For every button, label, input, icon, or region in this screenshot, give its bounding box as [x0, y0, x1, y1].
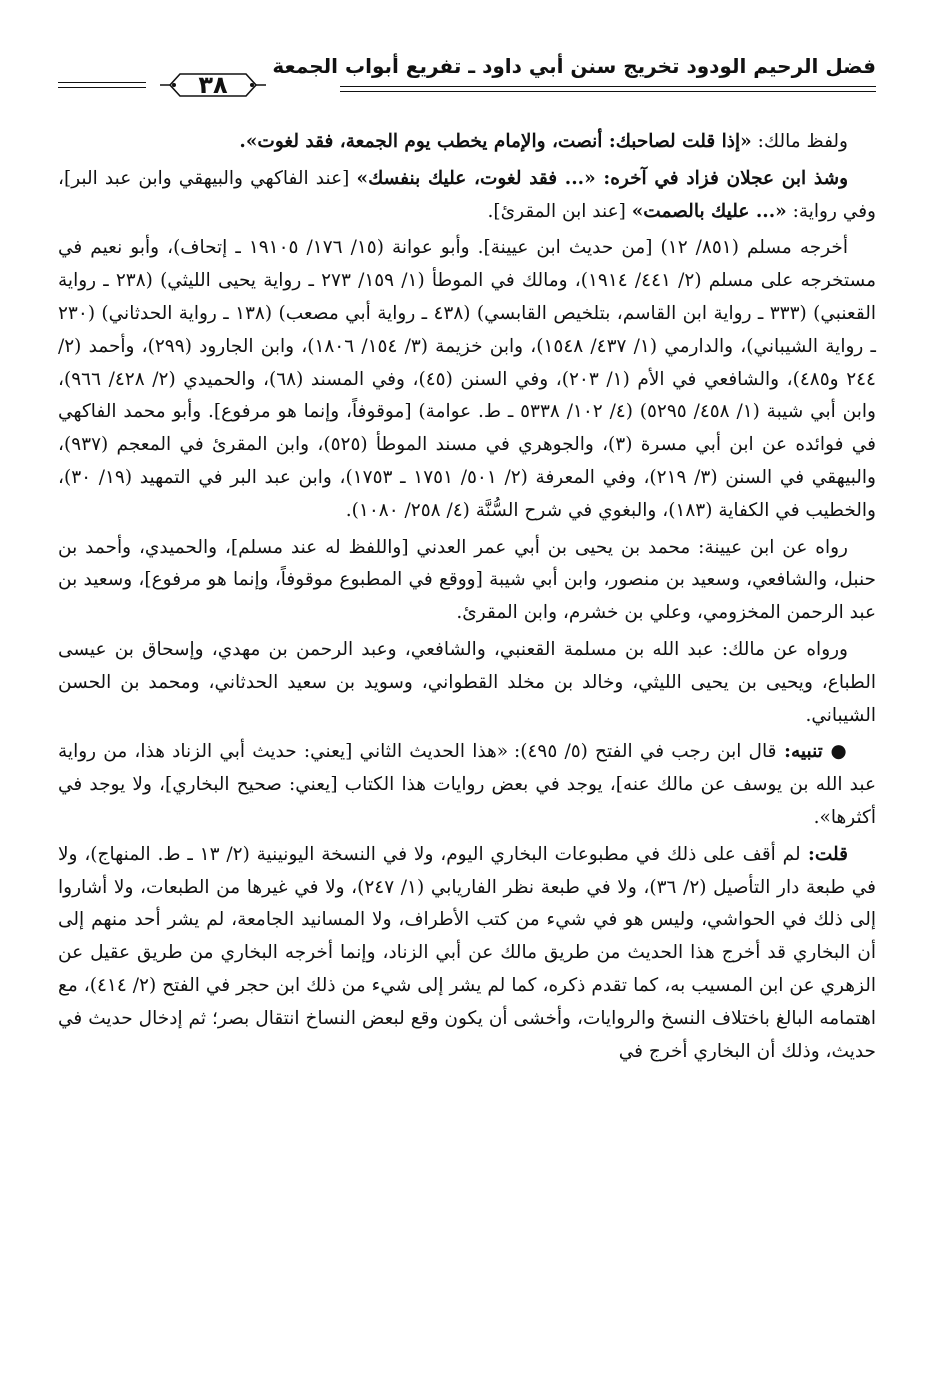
header-rule [58, 87, 146, 88]
paragraph: رواه عن ابن عيينة: محمد بن يحيى بن أبي عمر العدني [واللفظ له عند مسلم]، والحميدي، وأحمد بن حنبل، والشافعي، وسعيد بن منصور، وابن أبي شيبة [ووقع في المطبوع موقوفاً، وإنما هو مرفوع]، وسعيد بن عبد الرحمن المخزومي، وعلي بن خشرم، وابن المقرئ. [58, 536, 876, 624]
paragraph-lead: قلت: [800, 843, 848, 865]
running-title: فضل الرحيم الودود تخريج سنن أبي داود ـ تفريع أبواب الجمعة [272, 54, 876, 78]
paragraph [58, 163, 876, 229]
header-rule [58, 82, 146, 83]
takhrij-paragraph: أخرجه مسلم (٨٥١/ ١٢) [من حديث ابن عيينة]. وأبو عوانة (١٥/ ١٧٦/ ١٩١٠٥ ـ إتحاف)، وأبو نعيم في مستخرجه على مسلم (٢/ ٤٤١/ ١٩١٤)، ومالك في الموطأ (١/ ١٥٩/ ٢٧٣ ـ رواية يحيى الليثي) (٢٣٨ ـ رواية القعنبي) (٣٣٣ ـ رواية ابن القاسم، بتلخيص القابسي) (٤٣٨ ـ رواية أبي مصعب) (١٣٨ ـ رواية الحدثاني) (٢٣٠ ـ رواية الشيباني)، والدارمي (١/ ٤٣٧/ ١٥٤٨)، وابن خزيمة (٣/ ١٥٤/ ١٨٠٦)، وابن الجارود (٢٩٩)، وأحمد (٢/ ٢٤٤ و٤٨٥)، والشافعي في الأم (١/ ٢٠٣)، وفي السنن (٤٥)، وفي المسند (٦٨)، والحميدي (٢/ ٤٢٨/ ٩٦٦)، وابن أبي شيبة (١/ ٤٥٨/ ٥٢٩٥) (٤/ ١٠٢/ ٥٣٣٨ ـ ط. عوامة) [موقوفاً، وإنما هو مرفوع]. وأبو محمد الفاكهي في فوائده عن ابن أبي مسرة (٣)، والجوهري في مسند الموطأ (٥٢٥)، وابن المقرئ في المعجم (٩٣٧)، والبيهقي في السنن (٣/ ٢١٩)، وفي المعرفة (٢/ ٥٠١/ ١٧٥١ ـ ١٧٥٣)، وابن عبد البر في التمهيد (١٩/ ٣٠)، والخطيب في الكفاية (١٨٣)، والبغوي في شرح السُّنَّة (٤/ ٢٥٨/ ١٠٨٠). [58, 237, 877, 521]
hadith-quote: «إذا قلت لصاحبك: أنصت، والإمام يخطب يوم الجمعة، فقد لغوت». [239, 131, 752, 152]
paragraph-text: [عند الفاكهي والبيهقي وابن عبد البر]، وفي رواية: [58, 167, 876, 222]
paragraph [58, 839, 876, 1069]
paragraph-lead: ولفظ مالك: [751, 131, 848, 152]
page-number: ٣٨ [198, 71, 228, 99]
page-body [58, 126, 876, 1072]
note-paragraph [58, 736, 876, 834]
paragraph-text: [عند ابن المقرئ]. [487, 200, 632, 222]
header-rule [340, 91, 876, 92]
hadith-quote: «... عليك بالصمت» [631, 200, 787, 222]
paragraph-lead: وشذ ابن عجلان فزاد في آخره: [595, 167, 849, 189]
paragraph-text: قال ابن رجب في الفتح (٥/ ٤٩٥): «هذا الحديث الثاني [يعني: حديث أبي الزناد هذا، من رواية عبد الله بن يوسف عن مالك عنه]، يوجد في بعض روايات هذا الكتاب [يعني: صحيح البخاري]، ولا يوجد في أكثرها». [58, 741, 876, 828]
hadith-quote: «... فقد لغوت، عليك بنفسك» [356, 167, 596, 189]
note-label: ● تنبيه: [776, 741, 848, 763]
paragraph [58, 126, 876, 159]
page-number-badge [158, 68, 268, 102]
page-header [58, 44, 876, 104]
paragraph: ورواه عن مالك: عبد الله بن مسلمة القعنبي، والشافعي، وعبد الرحمن بن مهدي، وإسحاق بن عيسى الطباع، ويحيى بن يحيى الليثي، وخالد بن مخلد القطواني، وسويد بن سعيد الحدثاني، ومحمد بن الحسن الشيباني. [58, 638, 876, 726]
header-rule [340, 86, 876, 87]
paragraph-text: لم أقف على ذلك في مطبوعات البخاري اليوم، ولا في النسخة اليونينية (٢/ ١٣ ـ ط. المنهاج)، ولا في طبعة دار التأصيل (٢/ ٣٦)، ولا في طبعة نظر الفاريابي (١/ ٢٤٧)، ولا في غيرها من الطبعات، ولا أشاروا إلى ذلك في الحواشي، وليس هو في شيء من كتب الأطراف، ولا المسانيد الجامعة، لم يشر أحد منهم إلى أن البخاري قد أخرج هذا الحديث من طريق مالك عن أبي الزناد، وإنما أخرجه البخاري من طريق عقيل عن الزهري عن ابن المسيب به، كما تقدم ذكره، كما لم يشر إلى شيء من ذلك ابن حجر في الفتح (٢/ ٤١٤)، مع اهتمامه البالغ باختلاف النسخ والروايات، وأخشى أن يكون وقع لبعض النساخ انتقال بصر؛ ثم إدخال حديث في حديث، وذلك أن البخاري أخرج في [58, 843, 876, 1062]
